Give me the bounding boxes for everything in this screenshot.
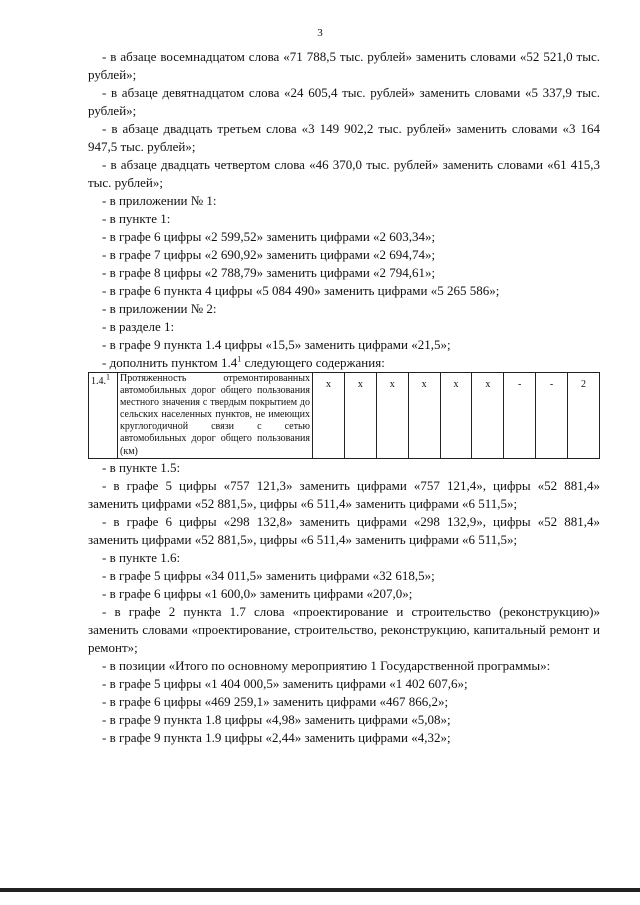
table-cell: -	[504, 373, 536, 459]
paragraph: - в пункте 1.5:	[102, 459, 181, 475]
document-body	[88, 48, 600, 747]
paragraph: - в приложении № 1:	[102, 193, 217, 208]
page-number: 3	[317, 27, 323, 39]
paragraph: - в графе 6 цифры «298 132,8» заменить цифрами «298 132,9», цифры «52 881,4» заменить цифрами «52 881,5», цифры «6 511,4» заменить цифрами «6 511,5»;	[88, 513, 600, 547]
paragraph: - в графе 6 цифры «2 599,52» заменить цифрами «2 603,34»;	[102, 229, 436, 244]
supplement-paragraph	[88, 354, 600, 372]
row-number: 1.4.	[91, 376, 106, 387]
paragraph: - в абзаце восемнадцатом слова «71 788,5 тыс. рублей» заменить словами «52 521,0 тыс. рублей»;	[88, 49, 600, 82]
paragraph: - в пункте 1.6:	[102, 549, 181, 565]
paragraph: - в графе 9 пункта 1.8 цифры «4,98» заменить цифрами «5,08»;	[102, 711, 451, 727]
paragraph: - в графе 6 пункта 4 цифры «5 084 490» заменить цифрами «5 265 586»;	[102, 283, 500, 298]
table-row	[89, 373, 600, 459]
paragraph: - в графе 9 пункта 1.4 цифры «15,5» заменить цифрами «21,5»;	[102, 337, 451, 352]
paragraph: - в графе 7 цифры «2 690,92» заменить цифрами «2 694,74»;	[102, 247, 436, 262]
paragraph: - в графе 5 цифры «1 404 000,5» заменить цифрами «1 402 607,6»;	[102, 675, 468, 691]
paragraph: - в абзаце двадцать четвертом слова «46 370,0 тыс. рублей» заменить словами «61 415,3 тыс. рублей»;	[88, 157, 600, 190]
table-cell: x	[408, 373, 440, 459]
table-cell: x	[440, 373, 472, 459]
insert-table	[88, 372, 600, 459]
paragraph: - в графе 9 пункта 1.9 цифры «2,44» заменить цифрами «4,32»;	[102, 729, 451, 745]
paragraph: - в абзаце девятнадцатом слова «24 605,4 тыс. рублей» заменить словами «5 337,9 тыс. рублей»;	[88, 85, 600, 118]
paragraph: - в графе 6 цифры «1 600,0» заменить цифрами «207,0»;	[102, 585, 413, 601]
table-cell: x	[472, 373, 504, 459]
table-cell: x	[313, 373, 345, 459]
paragraph: - в графе 2 пункта 1.7 слова «проектирование и строительство (реконструкцию)» заменить словами «проектирование, строительство, реконструкцию, капитальный ремонт и ремонт»;	[88, 603, 600, 655]
supplement-text: - дополнить пунктом 1.4	[102, 355, 238, 370]
paragraph: - в пункте 1:	[102, 211, 171, 226]
supplement-superscript: 1	[237, 354, 242, 364]
paragraph: - в позиции «Итого по основному мероприятию 1 Государственной программы»:	[102, 657, 551, 673]
paragraph: - в графе 5 цифры «757 121,3» заменить цифрами «757 121,4», цифры «52 881,4» заменить цифрами «52 881,5», цифры «6 511,4» заменить цифрами «6 511,5»;	[88, 477, 600, 511]
paragraph: - в графе 6 цифры «469 259,1» заменить цифрами «467 866,2»;	[102, 693, 449, 709]
table-cell: x	[376, 373, 408, 459]
paragraph: - в графе 8 цифры «2 788,79» заменить цифрами «2 794,61»;	[102, 265, 436, 280]
paragraph: - в разделе 1:	[102, 319, 175, 334]
paragraph: - в графе 5 цифры «34 011,5» заменить цифрами «32 618,5»;	[102, 567, 435, 583]
table-cell: x	[344, 373, 376, 459]
row-number-superscript: 1	[106, 372, 110, 382]
table-cell: -	[536, 373, 568, 459]
paragraph: - в абзаце двадцать третьем слова «3 149 902,2 тыс. рублей» заменить словами «3 164 947,5 тыс. рублей»;	[88, 121, 600, 154]
page-bottom-rule	[0, 888, 640, 892]
supplement-text-end: следующего содержания:	[241, 355, 385, 370]
table-cell-description: Протяженность отремонтированных автомобильных дорог общего пользования местного значения с твердым покрытием до сельских населенных пунктов, не имеющих круглогодичной связи с сетью автомобильных дорог общего пользования (км)	[118, 373, 313, 459]
paragraph: - в приложении № 2:	[102, 301, 217, 316]
table-cell: 2	[568, 373, 600, 459]
table-cell-number	[89, 373, 118, 459]
